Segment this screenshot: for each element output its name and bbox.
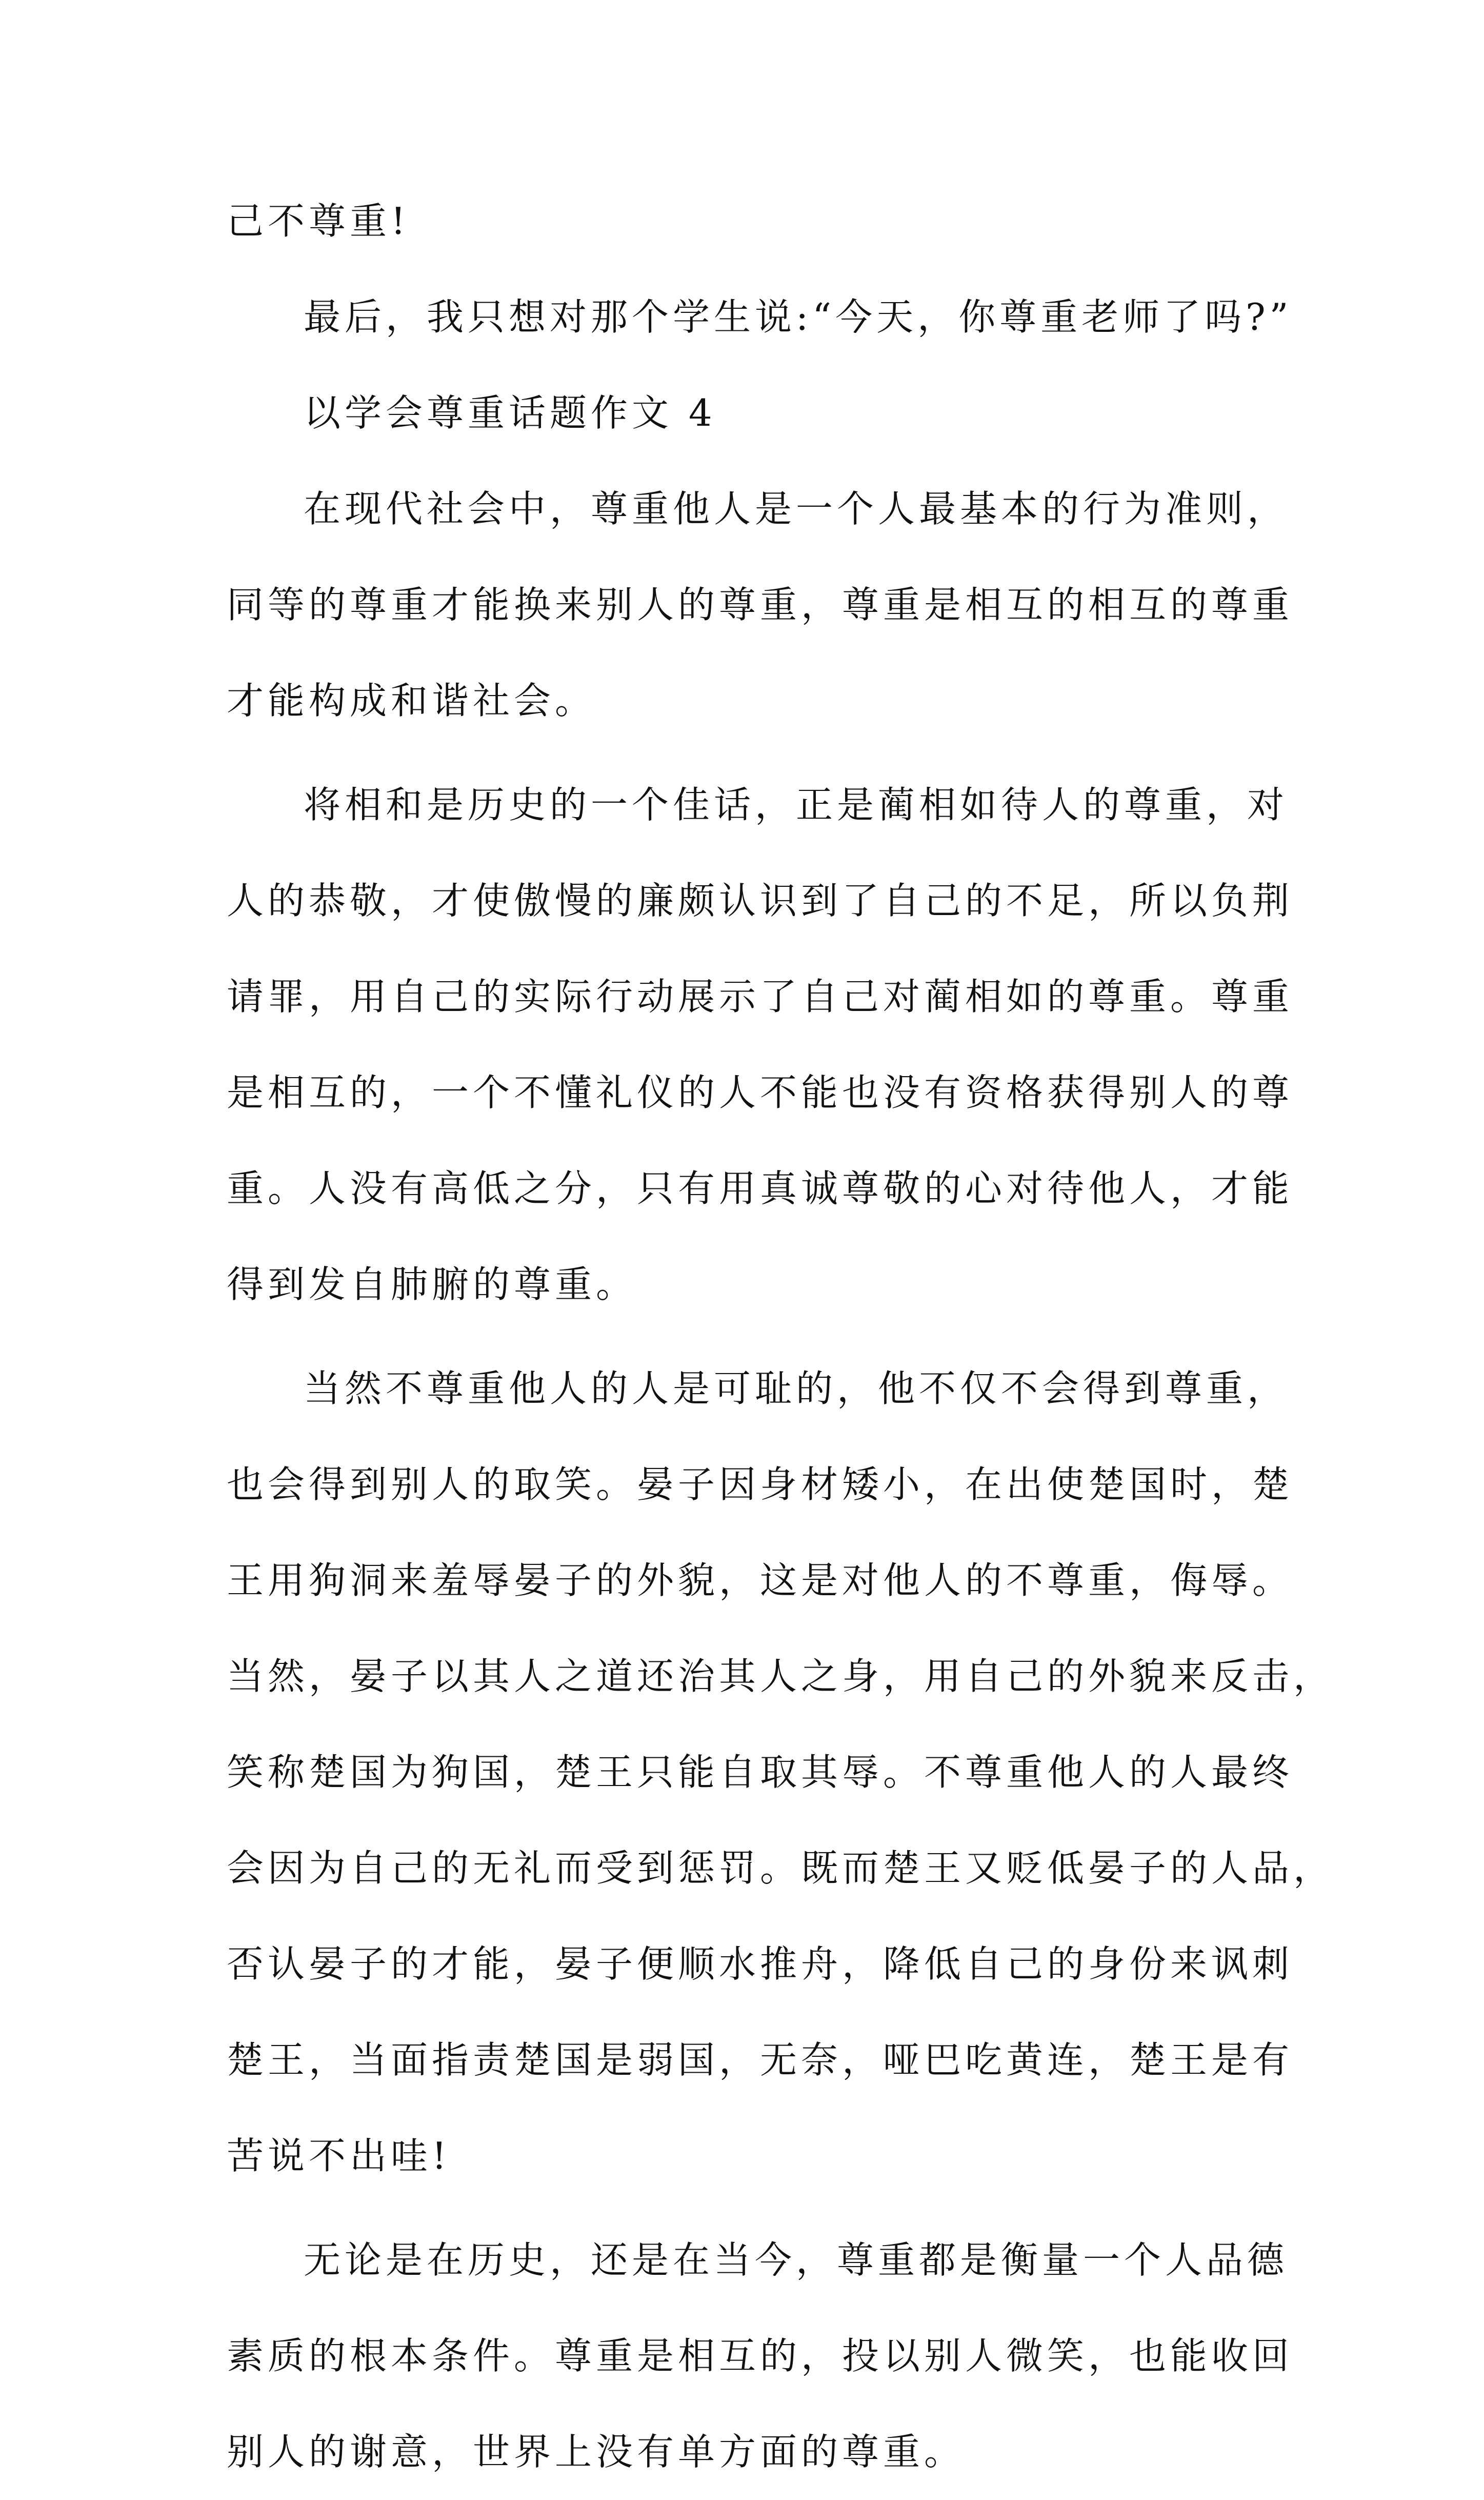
paragraph-line: 会因为自己的无礼而受到惩罚。既而楚王又贬低晏子的人品， [227,1847,1335,1890]
paragraph-line: 当然，晏子以其人之道还治其人之身，用自己的外貌来反击， [227,1655,1335,1698]
paragraph-line: 同等的尊重才能换来别人的尊重，尊重是相互的相互的尊重 [227,583,1294,626]
paragraph-line: 王用狗洞来羞辱晏子的外貌，这是对他人的不尊重，侮辱。 [227,1559,1294,1602]
paragraph-line: 无论是在历史，还是在当今，尊重都是衡量一个人品德 [304,2238,1289,2281]
paragraph-line: 才能构成和谐社会。 [227,679,596,722]
paragraph-line: 楚王，当面指责楚国是弱国，无奈，哑巴吃黄连，楚王是有 [227,2038,1294,2081]
paragraph-line: 重。人没有高低之分，只有用真诚尊敬的心对待他人，才能 [227,1167,1294,1210]
paragraph-line: 将相和是历史的一个佳话，正是蔺相如待人的尊重，对 [304,783,1289,826]
document-body [227,173,1335,2500]
section-heading: 以学会尊重话题作文 4 [304,391,716,434]
paragraph-line: 请罪，用自己的实际行动展示了自己对蔺相如的尊重。尊重 [227,975,1294,1018]
paragraph-line: 在现代社会中，尊重他人是一个人最基本的行为准则， [304,487,1289,530]
paragraph-line: 人的恭敬，才使傲慢的廉颇认识到了自己的不足，所以负荆 [227,879,1294,922]
paragraph-line: 素质的根本条件。尊重是相互的，投以别人微笑，也能收回 [227,2334,1294,2377]
paragraph-line: 否认晏子的才能，晏子便顺水推舟，降低自己的身份来讽刺 [227,1942,1294,1986]
paragraph-line: 别人的谢意，世界上没有单方面的尊重。 [227,2430,966,2473]
paragraph-line: 当然不尊重他人的人是可耻的，他不仅不会得到尊重， [304,1367,1289,1410]
paragraph-line: 苦说不出哇! [227,2134,451,2177]
paragraph-line: 也会得到别人的取笑。晏子因身材矮小，在出使楚国时，楚 [227,1463,1294,1506]
paragraph-line: 得到发自肺腑的尊重。 [227,1263,637,1306]
paragraph-line: 是相互的，一个不懂礼仪的人不能也没有资格获得别人的尊 [227,1071,1294,1114]
paragraph-line: 己不尊重! [227,200,410,243]
paragraph-line: 最后，我只想对那个学生说:“今天，你尊重老师了吗?” [304,295,1293,339]
paragraph-line: 笑称楚国为狗国，楚王只能自取其辱。不尊重他人的人最终 [227,1751,1294,1794]
